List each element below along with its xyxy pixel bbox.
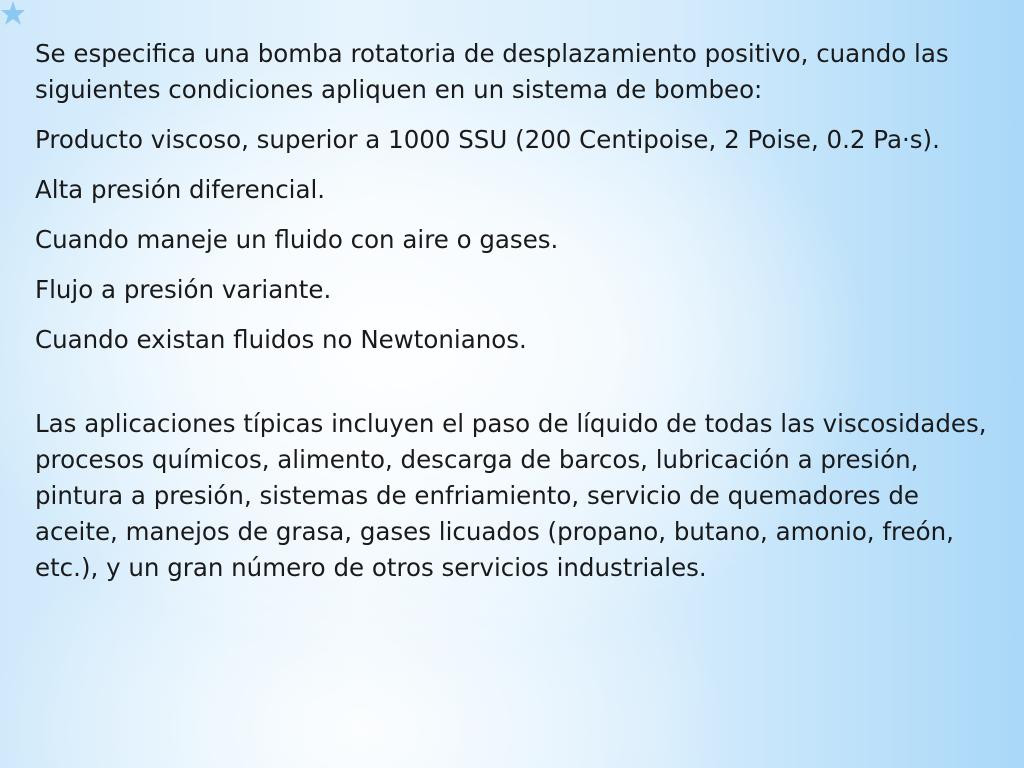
condition-non-newtonian: Cuando existan fluidos no Newtonianos.: [35, 325, 527, 354]
star-icon: [0, 0, 26, 26]
slide-body: [35, 36, 995, 602]
applications-paragraph: Las aplicaciones típicas incluyen el paso de líquido de todas las viscosidades, procesos químicos, alimento, descarga de barcos, lubricación a presión, pintura a presión, sistemas de enfriamiento, servicio de quemadores de aceite, manejos de grasa, gases licuados (propano, butano, amonio, freón, etc.), y un gran número de otros servicios industriales.: [35, 409, 987, 582]
condition-variable-pressure: Flujo a presión variante.: [35, 275, 332, 304]
condition-air-gases: Cuando maneje un fluido con aire o gases.: [35, 225, 559, 254]
condition-high-pressure: Alta presión diferencial.: [35, 175, 326, 204]
spacer: [35, 372, 995, 406]
condition-viscous-product: Producto viscoso, superior a 1000 SSU (200 Centipoise, 2 Poise, 0.2 Pa·s).: [35, 125, 940, 154]
intro-paragraph: Se especifica una bomba rotatoria de desplazamiento positivo, cuando las siguientes condiciones apliquen en un sistema de bombeo:: [35, 39, 949, 104]
